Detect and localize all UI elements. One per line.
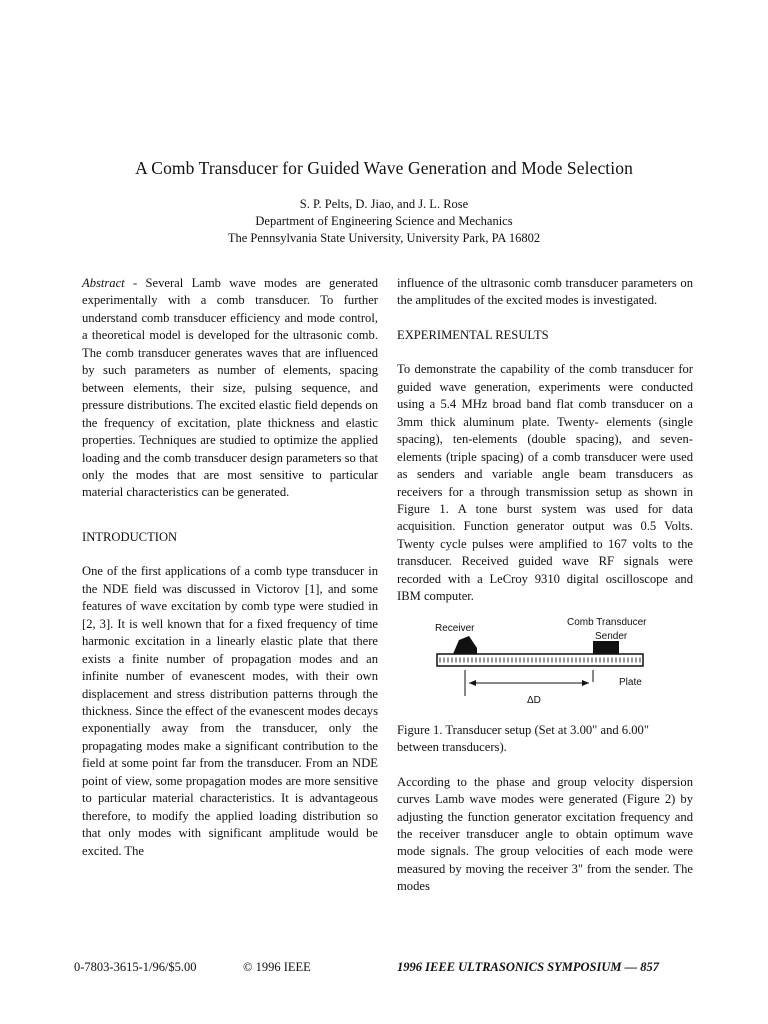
delta-arrow-left — [469, 680, 476, 686]
figure-1-transducer-setup — [397, 612, 693, 722]
delta-arrow-right — [582, 680, 589, 686]
plate-label: Plate — [619, 676, 642, 688]
receiver-label: Receiver — [435, 622, 475, 634]
experimental-heading: EXPERIMENTAL RESULTS — [397, 327, 549, 342]
experimental-paragraph-2: According to the phase and group velocity dispersion curves Lamb wave modes were generated (Figure 2) by adjusting the function generator excitation frequency and the receiver transducer angle to obtain optimum wave mode signals. The group velocities of each mode were measured by moving the receiver 3" from the sender. The modes — [397, 774, 693, 894]
abstract-label: Abstract — [82, 276, 125, 290]
left-column — [82, 275, 378, 860]
paper-title: A Comb Transducer for Guided Wave Generation and Mode Selection — [135, 158, 633, 178]
introduction-heading: INTRODUCTION — [82, 529, 178, 544]
affiliation-university: The Pennsylvania State University, University Park, PA 16802 — [227, 231, 541, 245]
delta-d-label: ΔD — [527, 694, 541, 706]
experimental-paragraph-1: To demonstrate the capability of the comb transducer for guided wave generation, experiments were conducted using a 5.4 MHz broad band flat comb transducer on a 3mm thick aluminum plate. Twenty- elements (single spacing), ten-elements (double spacing), and seven-elements (triple spacing) of a comb transducer were used as senders and variable angle beam transducers as receivers for a through transmission setup as shown in Figure 1. A tone burst system was used for data acquisition. Function generator output was 0.5 Volts. Twenty cycle pulses were amplified to 167 volts to the transducer. Received guided wave RF signals were recorded with a LeCroy 9310 digital oscilloscope and IBM computer. — [397, 362, 693, 604]
abstract — [82, 275, 378, 502]
right-column — [397, 275, 693, 896]
introduction-continuation: influence of the ultrasonic comb transducer parameters on the amplitudes of the excited modes is investigated. — [397, 276, 693, 308]
receiver-shape — [453, 636, 477, 654]
footer-copyright: © 1996 IEEE — [243, 960, 311, 974]
sender-label: Sender — [595, 630, 628, 642]
introduction-paragraph: One of the first applications of a comb type transducer in the NDE field was discussed in Victorov [1], and some features of wave excitation by comb type were studied in [2, 3]. It is well known that for a fixed frequency of time harmonic excitation in a linearly elastic plate that there exists a finite number of propagation modes and an infinite number of evanescent modes, with their own displacement and stress distribution patterns through the thickness. Since the effect of the evanescent modes decays exponentially away from the transducer, only the propagating modes make a significant contribution to the field at some point far from the transducer. From an NDE point of view, some propagation modes are more sensitive to particular material characteristics. It is advantageous therefore, to modify the applied loading distribution so that only modes with significant amplitude would be excited. The — [82, 564, 378, 858]
page-footer — [0, 960, 768, 980]
figure-1-caption: Figure 1. Transducer setup (Set at 3.00" and 6.00" between transducers). — [397, 722, 649, 755]
footer-code: 0-7803-3615-1/96/$5.00 — [74, 960, 197, 974]
authors: S. P. Pelts, D. Jiao, and J. L. Rose — [299, 197, 469, 211]
abstract-text: - Several Lamb wave modes are generated experimentally with a comb transducer. To further understand comb transducer efficiency and mode control, a theoretical model is developed for the ultrasonic comb. The comb transducer generates waves that are influenced by such parameters as number of elements, spacing between elements, their size, pulsing sequence, and pressure distributions. The excited elastic field depends on the frequency of excitation, plate thickness and elastic properties. Techniques are studied to optimize the applied loading and the comb transducer design parameters so that only the modes that are most sensitive to particular material characteristics can be generated. — [82, 276, 378, 500]
comb-transducer-label: Comb Transducer — [567, 616, 647, 628]
affiliation-department: Department of Engineering Science and Mechanics — [255, 214, 513, 228]
byline — [0, 196, 768, 247]
footer-venue: 1996 IEEE ULTRASONICS SYMPOSIUM — 857 — [397, 960, 659, 974]
